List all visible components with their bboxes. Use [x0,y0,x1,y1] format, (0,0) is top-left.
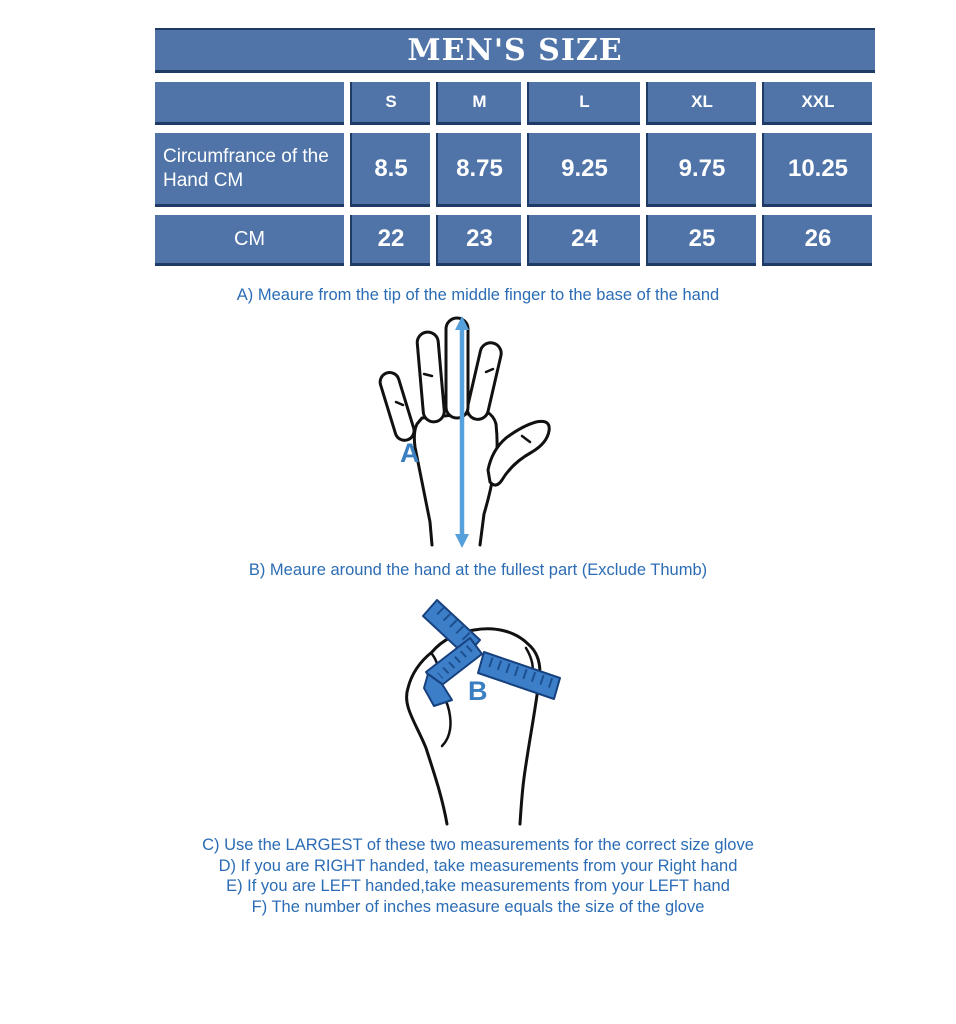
size-header-m: M [436,82,521,125]
middle-finger [446,318,468,418]
instruction-e: E) If you are LEFT handed,take measurements from your LEFT hand [226,877,730,895]
index-finger [465,341,503,422]
size-chart-table [155,28,877,266]
instruction-b: B) Meaure around the hand at the fullest part (Exclude Thumb) [248,561,708,579]
hand-measure-label: A [400,438,420,468]
pinky-finger [378,370,417,442]
open-hand-illustration [372,312,558,548]
value-cell: 23 [436,215,521,266]
value-cell: 22 [350,215,430,266]
value-cell: 24 [527,215,640,266]
instruction-d: D) If you are RIGHT handed, take measurements from your Right hand [218,856,738,875]
size-header-l: L [527,82,640,125]
table-grid [155,82,877,266]
value-cell: 26 [762,215,872,266]
instruction-a: A) Meaure from the tip of the middle finger to the base of the hand [236,286,720,304]
table-title: MEN'S SIZE [155,28,875,73]
size-header-xl: XL [646,82,756,125]
corner-cell [155,82,344,125]
value-cell: 9.25 [527,133,640,207]
instruction-f: F) The number of inches measure equals the size of the glove [251,897,705,916]
fist-illustration [398,588,566,830]
value-cell: 25 [646,215,756,266]
value-cell: 10.25 [762,133,872,207]
row-label-circumference: Circumfrance of the Hand CM [155,133,344,207]
fist-measure-label: B [468,676,488,706]
row-label-cm: CM [155,215,344,266]
value-cell: 8.75 [436,133,521,207]
palm-outline [414,412,497,545]
instruction-c: C) Use the LARGEST of these two measurements for the correct size glove [202,836,754,854]
value-cell: 9.75 [646,133,756,207]
instructions-cdef [0,835,956,917]
size-header-s: S [350,82,430,125]
value-cell: 8.5 [350,133,430,207]
size-header-xxl: XXL [762,82,872,125]
